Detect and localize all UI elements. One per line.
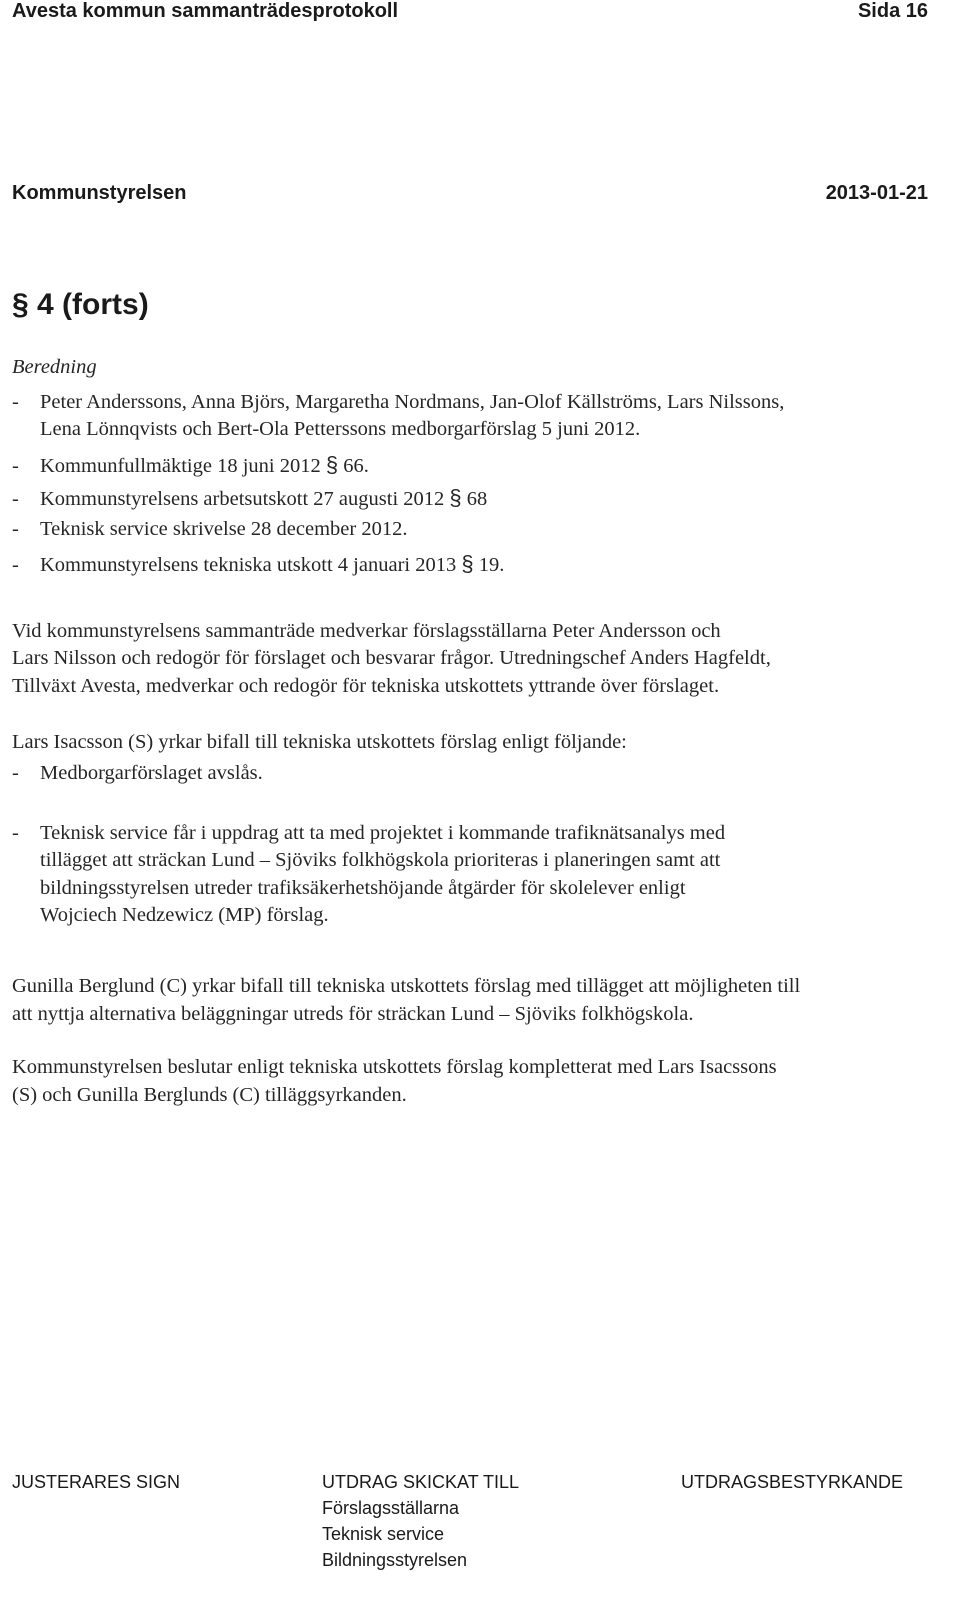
recipient: Teknisk service bbox=[322, 1524, 445, 1544]
preparation-item bbox=[12, 551, 504, 577]
justerares-sign-label: JUSTERARES SIGN bbox=[12, 1472, 181, 1492]
paragraph-line: Kommunstyrelsen beslutar enligt tekniska utskottets förslag kompletterat med Lars Isacssons bbox=[12, 1056, 777, 1078]
item-text: Kommunstyrelsens tekniska utskott 4 januari 2013 bbox=[40, 554, 457, 576]
recipient: Förslagsställarna bbox=[322, 1498, 460, 1518]
dash: - bbox=[12, 391, 19, 413]
section-title: § 4 (forts) bbox=[12, 288, 149, 321]
utdrag-skickat-till-label: UTDRAG SKICKAT TILL bbox=[322, 1472, 520, 1492]
item-tail: 19. bbox=[478, 554, 505, 576]
preparation-item bbox=[12, 452, 369, 478]
utdragsbestyrkande-label: UTDRAGSBESTYRKANDE bbox=[681, 1472, 904, 1492]
list-item-continued: tillägget att sträckan Lund – Sjöviks folkhögskola prioriteras i planeringen samt att bbox=[40, 849, 721, 871]
document-title: Avesta kommun sammanträdesprotokoll bbox=[12, 0, 399, 22]
dash: - bbox=[12, 518, 19, 540]
dash: - bbox=[12, 554, 19, 576]
preparation-item bbox=[12, 391, 784, 414]
dash: - bbox=[12, 455, 19, 477]
dash: - bbox=[12, 762, 19, 784]
item-tail: 68 bbox=[466, 488, 488, 510]
item-text: Kommunstyrelsens arbetsutskott 27 augusti 2012 bbox=[40, 488, 445, 510]
item-text: Teknisk service får i uppdrag att ta med projektet i kommande trafiknätsanalys med bbox=[40, 822, 726, 844]
meeting-date: 2013-01-21 bbox=[825, 182, 928, 204]
paragraph-line: Lars Isacsson (S) yrkar bifall till tekniska utskottets förslag enligt följande: bbox=[12, 731, 627, 753]
paragraph-line: Tillväxt Avesta, medverkar och redogör för tekniska utskottets yttrande över förslaget. bbox=[12, 675, 720, 697]
page-number: Sida 16 bbox=[857, 0, 928, 22]
item-text: Teknisk service skrivelse 28 december 2012. bbox=[40, 518, 408, 540]
preparation-item bbox=[12, 518, 407, 541]
paragraph-line: Vid kommunstyrelsens sammanträde medverkar förslagsställarna Peter Andersson och bbox=[12, 620, 721, 642]
paragraph-line: Lars Nilsson och redogör för förslaget och besvarar frågor. Utredningschef Anders Hagfeldt, bbox=[12, 647, 771, 669]
paragraph-line: Gunilla Berglund (C) yrkar bifall till tekniska utskottets förslag med tillägget att möjligheten till bbox=[12, 975, 801, 997]
list-item-continued: Wojciech Nedzewicz (MP) förslag. bbox=[40, 904, 329, 926]
preparation-heading: Beredning bbox=[12, 356, 97, 378]
paragraph-line: att nyttja alternativa beläggningar utreds för sträckan Lund – Sjöviks folkhögskola. bbox=[12, 1003, 694, 1025]
preparation-item bbox=[12, 485, 487, 511]
paragraph-line: (S) och Gunilla Berglunds (C) tilläggsyrkanden. bbox=[12, 1084, 407, 1106]
list-item bbox=[12, 822, 725, 845]
item-tail: 66. bbox=[343, 455, 369, 477]
list-item-continued: bildningsstyrelsen utreder trafiksäkerhetshöjande åtgärder för skolelever enligt bbox=[40, 877, 686, 899]
dash: - bbox=[12, 488, 19, 510]
section-sign: § bbox=[461, 551, 474, 576]
item-text: Medborgarförslaget avslås. bbox=[40, 762, 263, 784]
preparation-item-continued: Lena Lönnqvists och Bert-Ola Petterssons medborgarförslag 5 juni 2012. bbox=[40, 418, 641, 440]
item-text: Kommunfullmäktige 18 juni 2012 bbox=[40, 455, 321, 477]
item-text: Peter Anderssons, Anna Björs, Margaretha Nordmans, Jan-Olof Källströms, Lars Nilssons, bbox=[40, 391, 785, 413]
dash: - bbox=[12, 822, 19, 844]
section-sign: § bbox=[449, 485, 462, 510]
list-item bbox=[12, 762, 263, 785]
section-sign: § bbox=[325, 452, 339, 477]
recipient: Bildningsstyrelsen bbox=[322, 1550, 468, 1570]
committee-name: Kommunstyrelsen bbox=[12, 182, 187, 204]
